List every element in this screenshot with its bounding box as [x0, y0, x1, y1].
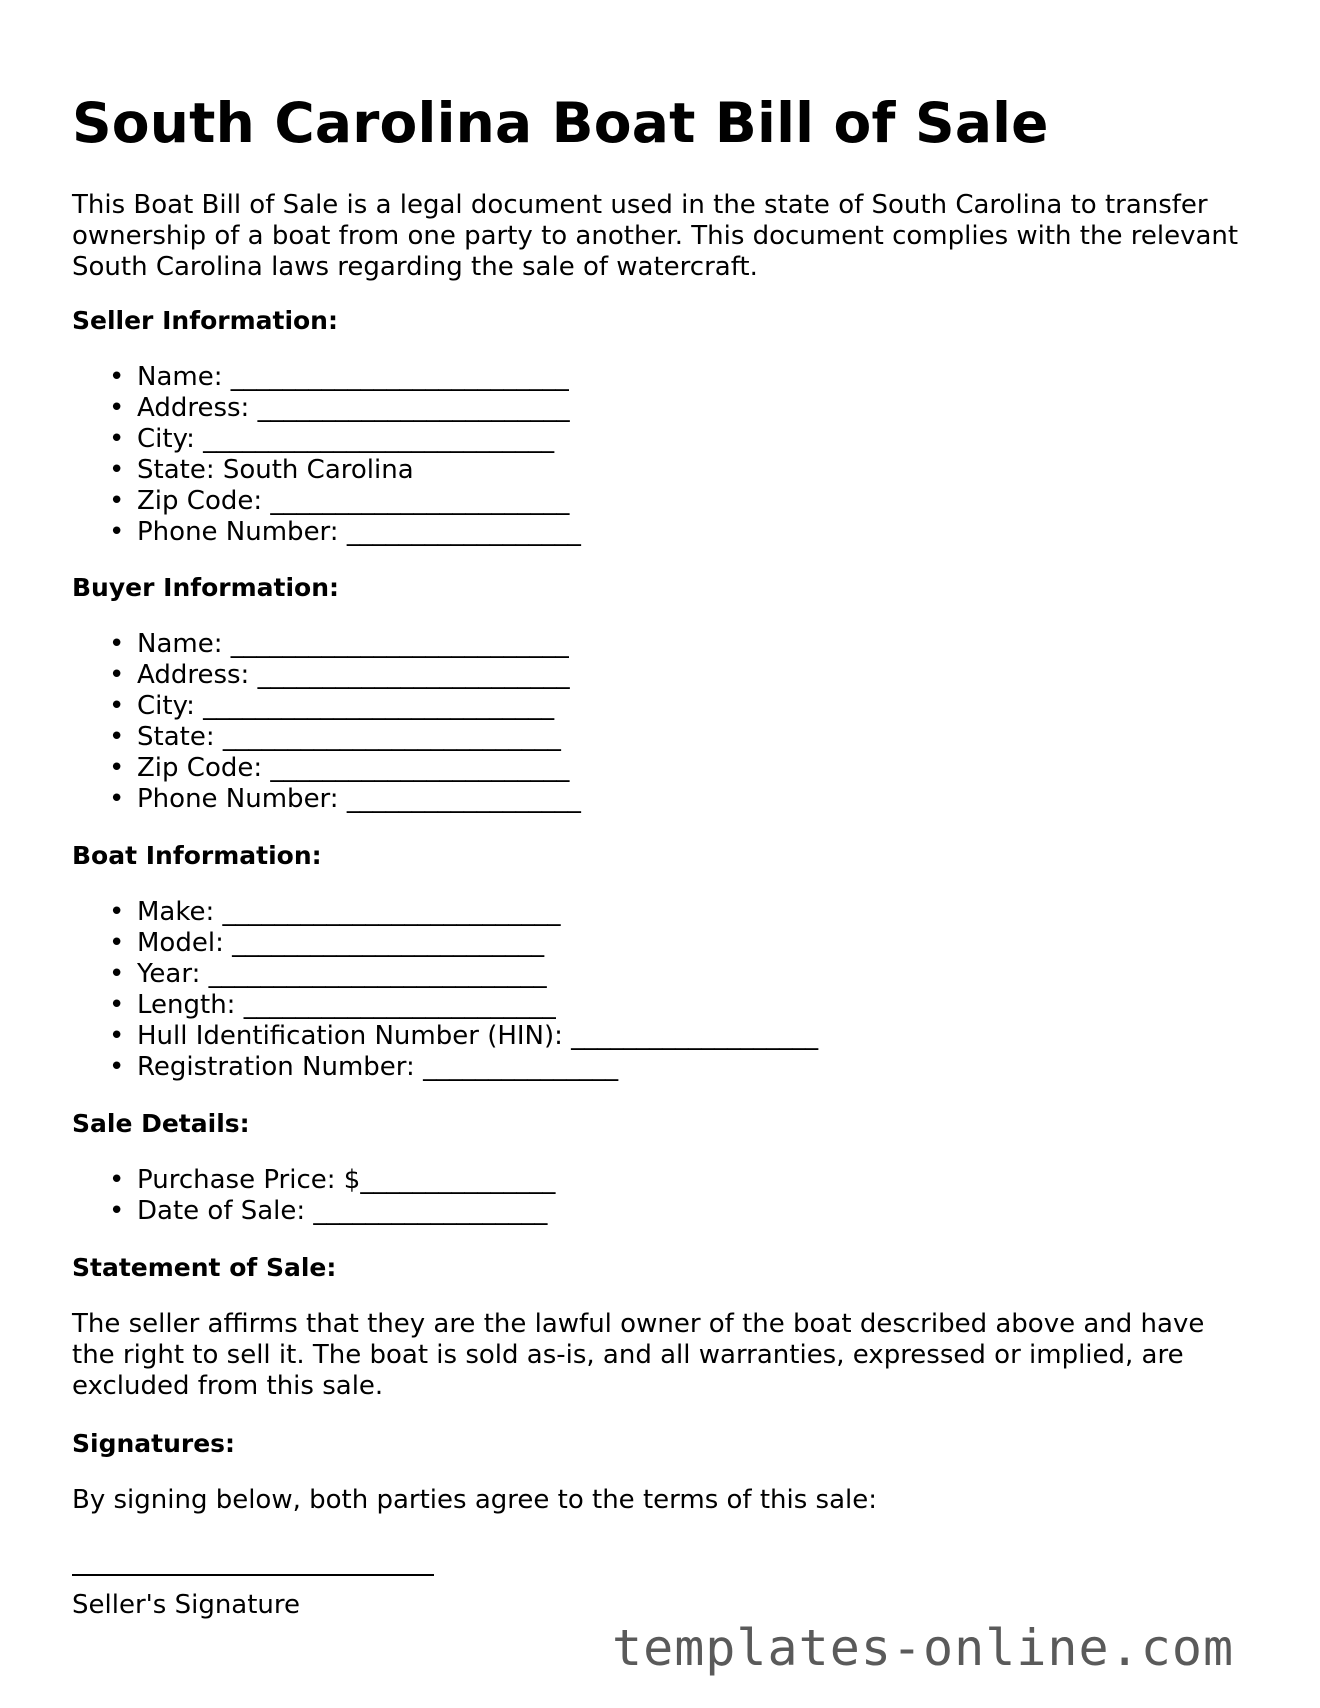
sale-heading: Sale Details:	[72, 1109, 250, 1138]
buyer-field-list	[72, 629, 581, 815]
bullet-icon: •	[109, 1052, 125, 1082]
list-item: • Address: ________________________	[109, 660, 570, 690]
bullet-icon: •	[109, 897, 125, 927]
bullet-icon: •	[109, 928, 125, 958]
list-item: • City: ___________________________	[109, 691, 555, 721]
bullet-icon: •	[109, 990, 125, 1020]
list-item: • Name: __________________________	[109, 629, 569, 659]
bullet-icon: •	[109, 784, 125, 814]
list-item: • Phone Number: __________________	[109, 517, 581, 547]
bullet-icon: •	[109, 424, 125, 454]
buyer-heading: Buyer Information:	[72, 573, 340, 602]
bullet-icon: •	[109, 362, 125, 392]
list-item: • Address: ________________________	[109, 393, 570, 423]
statement-paragraph: The seller affirms that they are the lawful owner of the boat described above and have the right to sell it. The boat is sold as-is, and all warranties, expressed or implied, are excluded from this sale.	[72, 1309, 1205, 1401]
list-item: • Zip Code: _______________________	[109, 486, 570, 516]
list-item: • Phone Number: __________________	[109, 784, 581, 814]
bullet-icon: •	[109, 629, 125, 659]
list-item: • Zip Code: _______________________	[109, 753, 570, 783]
list-item: • City: ___________________________	[109, 424, 555, 454]
statement-heading: Statement of Sale:	[72, 1253, 337, 1282]
watermark: templates-online.com	[612, 1619, 1235, 1677]
boat-heading: Boat Information:	[72, 841, 322, 870]
bullet-icon: •	[109, 455, 125, 485]
bullet-icon: •	[109, 660, 125, 690]
bullet-icon: •	[109, 1165, 125, 1195]
sale-field-list	[72, 1165, 555, 1227]
list-item: • State: South Carolina	[109, 455, 414, 485]
bullet-icon: •	[109, 486, 125, 516]
list-item: • Name: __________________________	[109, 362, 569, 392]
seller-signature-line	[72, 1574, 434, 1576]
list-item: • Hull Identification Number (HIN): ___________________	[109, 1021, 819, 1051]
bullet-icon: •	[109, 691, 125, 721]
bullet-icon: •	[109, 959, 125, 989]
seller-field-list	[72, 362, 581, 548]
signatures-heading: Signatures:	[72, 1429, 236, 1458]
seller-heading: Seller Information:	[72, 306, 338, 335]
boat-field-list	[72, 897, 818, 1083]
list-item: • Year: __________________________	[109, 959, 547, 989]
bullet-icon: •	[109, 393, 125, 423]
bullet-icon: •	[109, 722, 125, 752]
list-item: • Length: ________________________	[109, 990, 556, 1020]
list-item: • Date of Sale: __________________	[109, 1196, 548, 1226]
signatures-paragraph: By signing below, both parties agree to the terms of this sale:	[72, 1485, 877, 1515]
bullet-icon: •	[109, 517, 125, 547]
bullet-icon: •	[109, 1196, 125, 1226]
list-item: • Purchase Price: $_______________	[109, 1165, 556, 1195]
bullet-icon: •	[109, 1021, 125, 1051]
list-item: • Make: __________________________	[109, 897, 561, 927]
list-item: • Registration Number: _______________	[109, 1052, 619, 1082]
list-item: • Model: ________________________	[109, 928, 545, 958]
bullet-icon: •	[109, 753, 125, 783]
intro-paragraph: This Boat Bill of Sale is a legal document used in the state of South Carolina to transfer ownership of a boat from one party to another. This document complies with the relevant South Carolina laws regarding the sale of watercraft.	[72, 190, 1239, 282]
seller-signature-label: Seller's Signature	[72, 1590, 301, 1620]
list-item: • State: __________________________	[109, 722, 561, 752]
page-title: South Carolina Boat Bill of Sale	[72, 91, 1049, 155]
